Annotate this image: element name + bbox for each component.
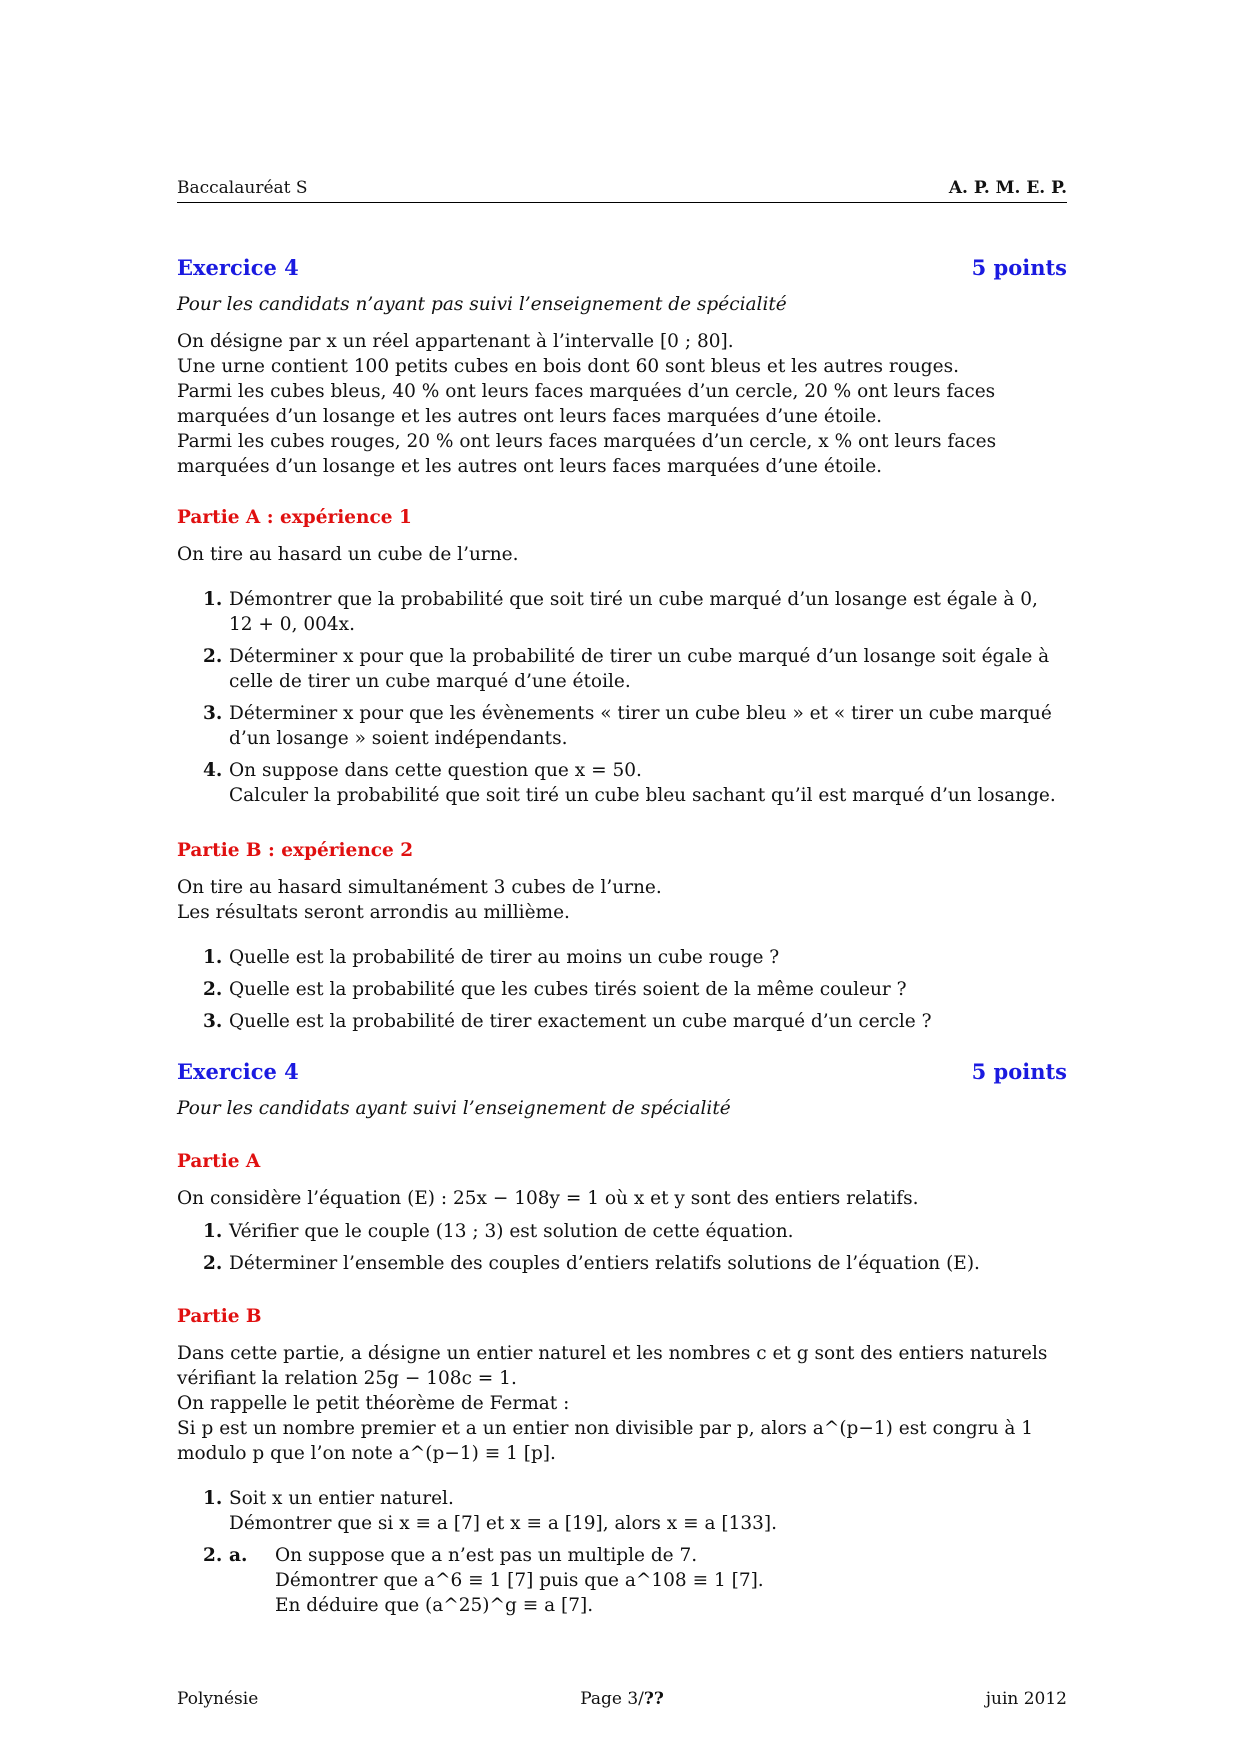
exercise-points: 5 points: [971, 1059, 1067, 1084]
header-right: A. P. M. E. P.: [948, 178, 1067, 198]
question-text: Quelle est la probabilité que les cubes tirés soient de la même couleur ?: [229, 979, 907, 1000]
question-number: 2.: [203, 979, 223, 1000]
footer-page-total: ??: [643, 1689, 664, 1709]
exercise-title: Exercice 4: [177, 255, 299, 280]
question-item: [177, 701, 1067, 751]
footer-page-prefix: Page 3/: [580, 1689, 644, 1709]
sub-question-letter: a.: [229, 1545, 248, 1566]
question-text-continued: En déduire que (a^25)^g ≡ a [7].: [275, 1595, 594, 1616]
footer-page-number: [177, 1689, 1067, 1709]
question-number: 1.: [203, 947, 223, 968]
question-text: On suppose que a n’est pas un multiple de 7.: [275, 1545, 698, 1566]
question-text: Quelle est la probabilité de tirer exactement un cube marqué d’un cercle ?: [229, 1011, 932, 1032]
partie-b-statement: [177, 1341, 1067, 1466]
question-text-continued: Démontrer que si x ≡ a [7] et x ≡ a [19], alors x ≡ a [133].: [229, 1513, 778, 1534]
question-text: On suppose dans cette question que x = 50.: [229, 760, 642, 781]
question-text: Soit x un entier naturel.: [229, 1488, 454, 1509]
page-header: [177, 178, 1067, 198]
partie-a-questions: [177, 587, 1067, 808]
exercise-heading: [177, 1058, 1067, 1086]
question-item: [177, 758, 1067, 808]
header-left: Baccalauréat S: [177, 178, 308, 198]
question-text: Quelle est la probabilité de tirer au moins un cube rouge ?: [229, 947, 780, 968]
question-item: [177, 1009, 1067, 1034]
statement-line: Parmi les cubes rouges, 20 % ont leurs faces marquées d’un cercle, x % ont leurs faces marquées d’un losange et les autres ont leurs faces marquées d’une étoile.: [177, 431, 997, 477]
question-item: [177, 1219, 1067, 1244]
exercise-heading: [177, 254, 1067, 282]
main-content: [177, 254, 1067, 1625]
partie-b-intro-line: On tire au hasard simultanément 3 cubes de l’urne.: [177, 877, 662, 898]
partie-b-intro: [177, 875, 1067, 925]
question-number: 3.: [203, 703, 223, 724]
question-text: Vérifier que le couple (13 ; 3) est solution de cette équation.: [229, 1221, 794, 1242]
sub-question: [229, 1543, 1067, 1618]
partie-b-title: Partie B: [177, 1306, 262, 1327]
exercise-statement: [177, 329, 1067, 479]
partie-b-questions: [177, 1486, 1067, 1618]
footer-left: Polynésie: [177, 1689, 259, 1709]
question-number: 1.: [203, 589, 223, 610]
footer-right: juin 2012: [985, 1689, 1067, 1709]
question-number: 2.: [203, 1253, 223, 1274]
question-number: 4.: [203, 760, 223, 781]
question-item: [177, 1486, 1067, 1536]
statement-line: Dans cette partie, a désigne un entier naturel et les nombres c et g sont des entiers naturels vérifiant la relation 25g − 108c = 1.: [177, 1343, 1048, 1389]
question-text-continued: Démontrer que a^6 ≡ 1 [7] puis que a^108 ≡ 1 [7].: [275, 1570, 764, 1591]
question-number: 1.: [203, 1488, 223, 1509]
question-text: Déterminer x pour que les évènements « tirer un cube bleu » et « tirer un cube marqué d’un losange » soient indépendants.: [229, 703, 1052, 749]
partie-a-intro: On tire au hasard un cube de l’urne.: [177, 544, 519, 565]
question-item: [177, 644, 1067, 694]
question-item: [177, 587, 1067, 637]
statement-line: Parmi les cubes bleus, 40 % ont leurs faces marquées d’un cercle, 20 % ont leurs faces marquées d’un losange et les autres ont leurs faces marquées d’une étoile.: [177, 381, 996, 427]
exercise-points: 5 points: [971, 255, 1067, 280]
partie-b-intro-line: Les résultats seront arrondis au millième.: [177, 902, 570, 923]
question-text-continued: Calculer la probabilité que soit tiré un cube bleu sachant qu’il est marqué d’un losange.: [229, 785, 1056, 806]
exercise-intro: Pour les candidats ayant suivi l’enseignement de spécialité: [177, 1098, 731, 1119]
question-text: Déterminer x pour que la probabilité de tirer un cube marqué d’un losange soit égale à celle de tirer un cube marqué d’une étoile.: [229, 646, 1050, 692]
question-number: 1.: [203, 1221, 223, 1242]
question-text: Démontrer que la probabilité que soit tiré un cube marqué d’un losange est égale à 0, 12 + 0, 004x.: [229, 589, 1038, 635]
partie-b-questions: [177, 945, 1067, 1034]
question-item: [177, 1543, 1067, 1618]
question-item: [177, 977, 1067, 1002]
exercise-intro: Pour les candidats n’ayant pas suivi l’enseignement de spécialité: [177, 294, 787, 315]
exercise-title: Exercice 4: [177, 1059, 299, 1084]
partie-b-title: Partie B : expérience 2: [177, 840, 414, 861]
statement-line: On rappelle le petit théorème de Fermat :: [177, 1393, 570, 1414]
partie-a-questions: [177, 1219, 1067, 1276]
question-item: [177, 1251, 1067, 1276]
partie-a-title: Partie A: [177, 1151, 261, 1172]
statement-line: Si p est un nombre premier et a un entier non divisible par p, alors a^(p−1) est congru à 1 modulo p que l’on note a^(p−1) ≡ 1 [p].: [177, 1418, 1034, 1464]
partie-a-intro: On considère l’équation (E) : 25x − 108y = 1 où x et y sont des entiers relatifs.: [177, 1188, 919, 1209]
statement-line: On désigne par x un réel appartenant à l’intervalle [0 ; 80].: [177, 331, 734, 352]
question-number: 2.: [203, 1545, 223, 1566]
statement-line: Une urne contient 100 petits cubes en bois dont 60 sont bleus et les autres rouges.: [177, 356, 959, 377]
question-number: 3.: [203, 1011, 223, 1032]
header-rule: [177, 202, 1067, 203]
question-number: 2.: [203, 646, 223, 667]
question-text: Déterminer l’ensemble des couples d’entiers relatifs solutions de l’équation (E).: [229, 1253, 980, 1274]
question-item: [177, 945, 1067, 970]
partie-a-title: Partie A : expérience 1: [177, 507, 412, 528]
